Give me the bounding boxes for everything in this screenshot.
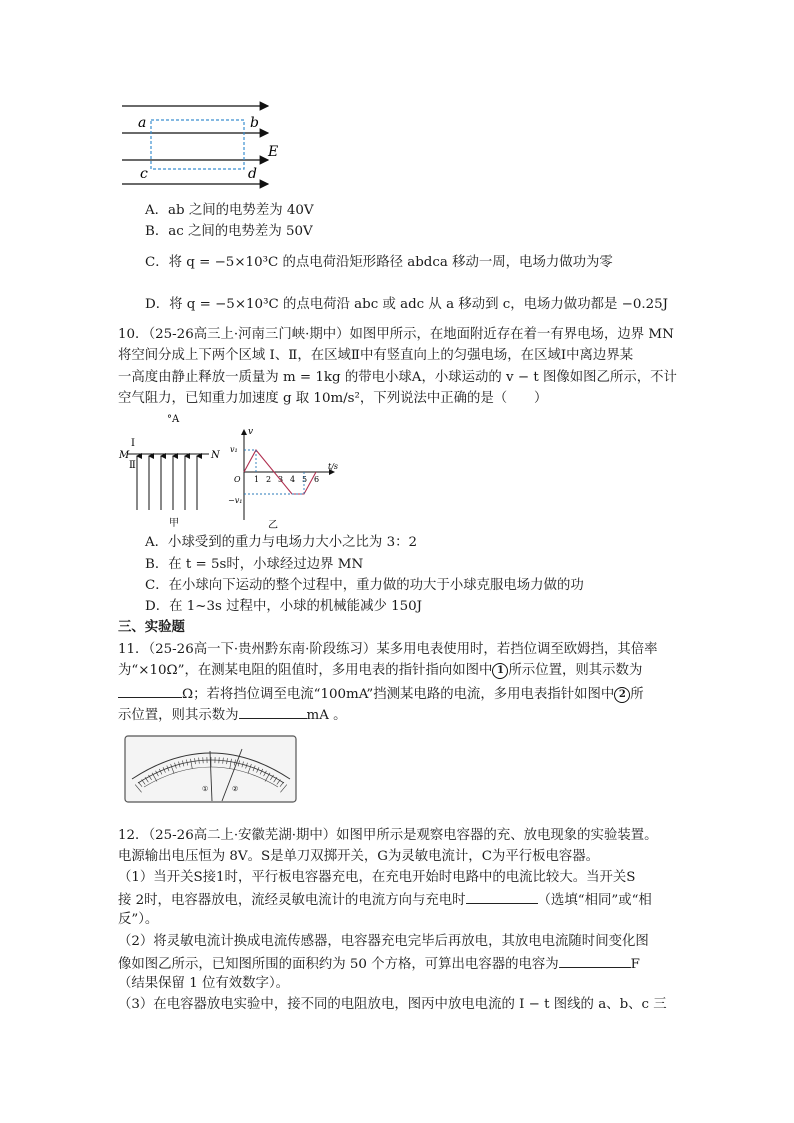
q10-option-b: B．在 t = 5s时，小球经过边界 MN xyxy=(145,557,364,572)
answer-blank-ma[interactable] xyxy=(239,704,307,719)
pointer-2-label: ② xyxy=(232,785,239,793)
label-b: b xyxy=(250,115,259,131)
dashed-rectangle xyxy=(151,120,244,169)
answer-blank-capacitance[interactable] xyxy=(559,953,631,968)
q9-option-c: C．将 q = −5×10³C 的点电荷沿矩形路径 abdca 移动一周，电场力做功为零 xyxy=(145,255,613,270)
q12-stem-line9: （3）在电容器放电实验中，接不同的电阻放电，图丙中放电电流的 I − t 图线的 a、b、c 三 xyxy=(118,997,667,1012)
label-N: N xyxy=(211,450,220,461)
q12-text: 接 2时，电容器放电，流经灵敏电流计的电流方向与充电时 xyxy=(118,893,466,908)
section-heading: 三、实验题 xyxy=(118,620,185,635)
q10-option-d: D．在 1~3s 过程中，小球的机械能减少 150J xyxy=(145,599,423,614)
multimeter-dial xyxy=(124,735,298,803)
q12-stem-line1: 12．（25-26高二上·安徽芜湖·期中）如图甲所示是观察电容器的充、放电现象的实验装置。 xyxy=(118,828,658,843)
figure-jia xyxy=(115,410,235,530)
q11-text: 示位置，则其示数为 xyxy=(118,708,239,723)
pointer-1-mark: 1 xyxy=(492,663,508,679)
time-tick-label: 5 xyxy=(302,475,308,484)
pointer-1-label: ① xyxy=(202,785,209,793)
q9-option-b: B．ac 之间的电势差为 50V xyxy=(145,224,313,239)
q11-stem-line3 xyxy=(118,683,644,705)
time-tick-label: 6 xyxy=(314,475,320,484)
ball-label: °A xyxy=(167,414,180,425)
figure-yi-vt-graph xyxy=(228,424,348,532)
label-c: c xyxy=(140,166,148,182)
answer-blank-ohm[interactable] xyxy=(118,683,182,698)
time-tick-label: 4 xyxy=(290,475,296,484)
label-a: a xyxy=(138,115,147,131)
region-II-label: Ⅱ xyxy=(129,460,136,471)
q9-option-a: A．ab 之间的电势差为 40V xyxy=(145,203,314,218)
q12-text: F xyxy=(630,957,640,972)
q12-stem-line5: 反”）。 xyxy=(118,912,159,927)
origin-label: O xyxy=(234,475,241,484)
q12-stem-line4 xyxy=(118,889,652,911)
q11-text: Ω；若将挡位调至电流“100mA”挡测某电路的电流，多用电表指针如图中 xyxy=(182,687,615,702)
v-axis-label: v xyxy=(248,427,254,437)
pointer-2-mark: 2 xyxy=(614,687,630,703)
time-tick-label: 2 xyxy=(266,475,272,484)
figure-jia-caption: 甲 xyxy=(169,518,179,529)
q12-text: （选填“相同”或“相 xyxy=(537,893,652,908)
q12-stem-line2: 电源输出电压恒为 8V。S是单刀双掷开关，G为灵敏电流计，C为平行板电容器。 xyxy=(118,849,600,864)
q11-text: 为“×10Ω”，在测某电阻的阻值时，多用电表的指针指向如图中 xyxy=(118,663,493,678)
q11-text: 所 xyxy=(630,687,644,702)
label-M: M xyxy=(119,450,130,461)
q11-stem-line1: 11．（25-26高一下·贵州黔东南·阶段练习）某多用电表使用时，若挡位调至欧姆挡，其倍率 xyxy=(118,642,658,657)
v1-label: v₁ xyxy=(230,445,238,454)
q10-stem-line4: 空气阻力，已知重力加速度 g 取 10m/s²，下列说法中正确的是（ ） xyxy=(118,391,548,406)
q9-option-d: D．将 q = −5×10³C 的点电荷沿 abc 或 adc 从 a 移动到 c，电场力做功都是 −0.25J xyxy=(145,297,669,312)
q11-text: 所示位置，则其示数为 xyxy=(508,663,643,678)
t-axis-label: t/s xyxy=(328,462,339,471)
q12-text: 像如图乙所示，已知图所围的面积约为 50 个方格，可算出电容器的电容为 xyxy=(118,957,559,972)
q10-stem-line1: 10．（25-26高三上·河南三门峡·期中）如图甲所示，在地面附近存在着一有界电场，边界 MN xyxy=(118,327,674,342)
q10-option-a: A．小球受到的重力与电场力大小之比为 3：2 xyxy=(145,535,417,550)
label-E: E xyxy=(268,144,279,160)
figure-yi-caption: 乙 xyxy=(268,520,278,531)
q12-stem-line7 xyxy=(118,953,640,975)
electric-field-figure xyxy=(118,98,288,190)
q10-stem-line2: 将空间分成上下两个区域 Ⅰ、Ⅱ，在区域Ⅱ中有竖直向上的匀强电场，在区域Ⅰ中离边界某 xyxy=(118,348,634,363)
q11-stem-line2 xyxy=(118,661,642,681)
neg-v1-label: −v₁ xyxy=(228,496,243,505)
region-I-label: Ⅰ xyxy=(131,438,135,449)
label-d: d xyxy=(248,166,257,182)
time-tick-label: 1 xyxy=(254,475,260,484)
q12-stem-line6: （2）将灵敏电流计换成电流传感器，电容器充电完毕后再放电，其放电电流随时间变化图 xyxy=(118,934,649,949)
answer-blank-direction[interactable] xyxy=(466,889,538,904)
q11-text: mA 。 xyxy=(306,708,347,723)
q10-stem-line3: 一高度由静止释放一质量为 m = 1kg 的带电小球A，小球运动的 v − t 图像如图乙所示，不计 xyxy=(118,370,677,385)
q12-stem-line3: （1）当开关S接1时，平行板电容器充电，在充电开始时电路中的电流比较大。当开关S xyxy=(118,870,636,885)
q10-option-c: C．在小球向下运动的整个过程中，重力做的功大于小球克服电场力做的功 xyxy=(145,578,584,593)
time-tick-label: 3 xyxy=(278,475,284,484)
q11-stem-line4 xyxy=(118,704,347,726)
q12-stem-line8: （结果保留 1 位有效数字）。 xyxy=(118,976,290,991)
